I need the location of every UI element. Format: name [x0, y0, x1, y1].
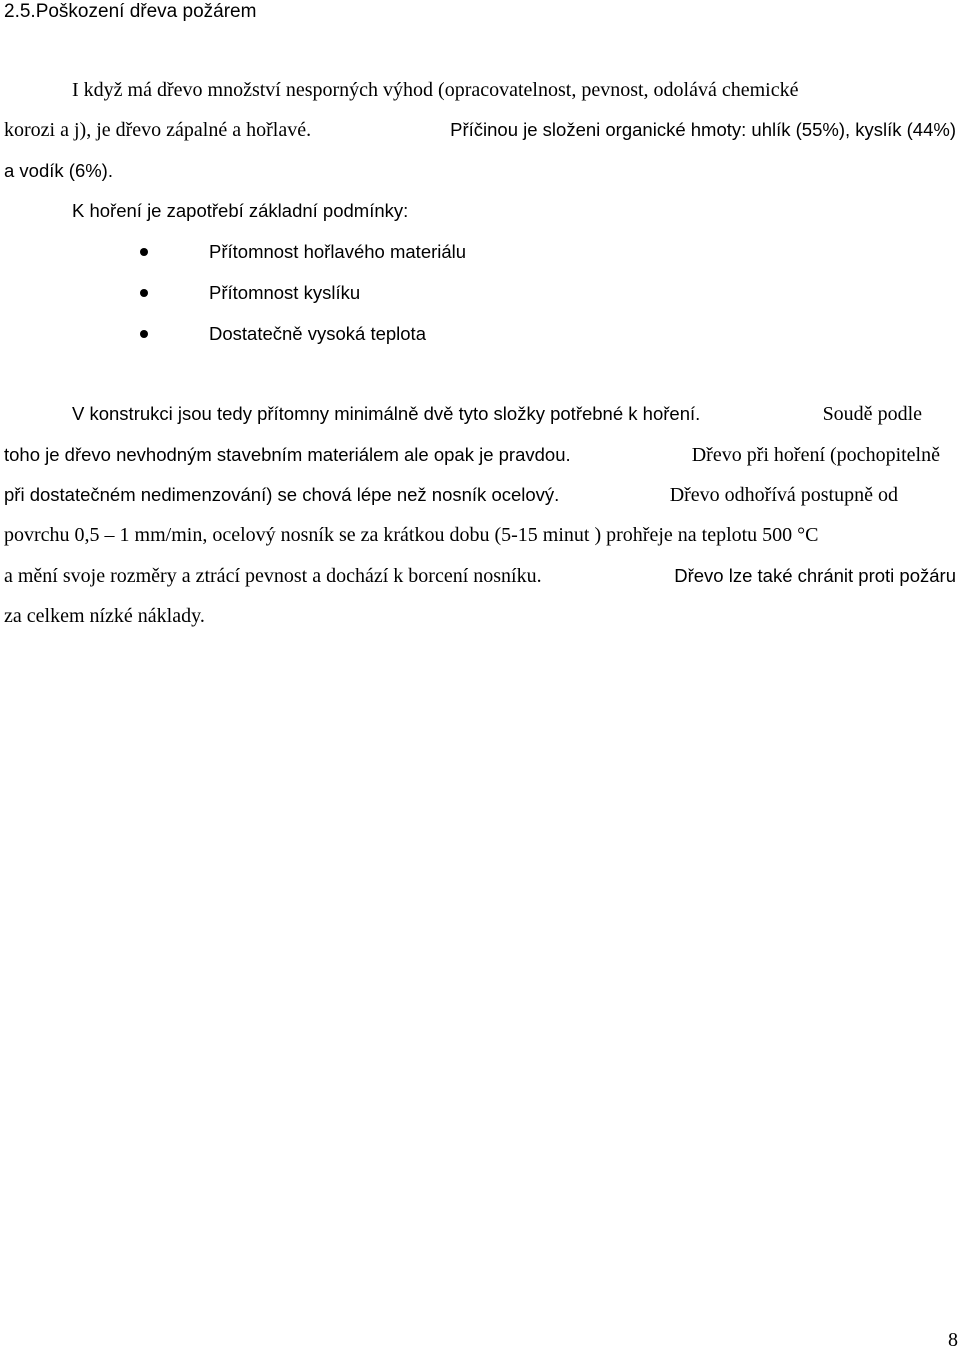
- bullet-dot: [140, 289, 148, 297]
- paragraph2-line1-part-a: V konstrukci jsou tedy přítomny minimálně dvě tyto složky potřebné k hoření.: [72, 403, 701, 424]
- paragraph1-line3: a vodík (6%).: [4, 160, 113, 181]
- paragraph1-line2: [4, 118, 956, 142]
- paragraph2-line5-part-b: Dřevo lze také chránit proti požáru: [674, 565, 956, 586]
- bullet-item-oxygen: Přítomnost kyslíku: [209, 282, 361, 303]
- paragraph1-line4: K hoření je zapotřebí základní podmínky:: [72, 200, 409, 221]
- bullet-dot: [140, 248, 148, 256]
- paragraph2-line4: povrchu 0,5 – 1 mm/min, ocelový nosník se za krátkou dobu (5-15 minut ) prohřeje na teplotu 500 °C: [4, 524, 819, 546]
- paragraph1-line1: I když má dřevo množství nesporných výhod (opracovatelnost, pevnost, odolává chemické: [72, 79, 799, 101]
- paragraph2-line2-part-b: Dřevo při hoření (pochopitelně: [691, 444, 940, 466]
- page-number: 8: [948, 1329, 958, 1351]
- bullet-item-temperature: Dostatečně vysoká teplota: [209, 323, 426, 344]
- paragraph2-line5-part-a: a mění svoje rozměry a ztrácí pevnost a dochází k borcení nosníku.: [4, 565, 542, 587]
- paragraph2-line3-part-b: Dřevo odhořívá postupně od: [669, 484, 898, 506]
- bullet-dot: [140, 330, 148, 338]
- paragraph2-line1-part-b: Soudě podle: [822, 403, 922, 425]
- paragraph2-line5: [4, 564, 956, 588]
- bullet-item-flammable-material: Přítomnost hořlavého materiálu: [209, 241, 467, 262]
- paragraph2-line3: [4, 483, 898, 507]
- section-heading: 2.5.Poškození dřeva požárem: [4, 1, 257, 22]
- paragraph2-line1: [72, 402, 922, 426]
- paragraph2-line2-part-a: toho je dřevo nevhodným stavebním materiálem ale opak je pravdou.: [4, 444, 571, 465]
- paragraph2-line2: [4, 443, 940, 467]
- paragraph1-line2-part-a: korozi a j), je dřevo zápalné a hořlavé.: [4, 119, 312, 141]
- paragraph1-line2-part-b: Příčinou je složeni organické hmoty: uhlík (55%), kyslík (44%): [450, 119, 956, 140]
- paragraph2-line3-part-a: při dostatečném nedimenzování) se chová lépe než nosník ocelový.: [4, 484, 560, 505]
- paragraph2-line6: za celkem nízké náklady.: [4, 605, 205, 627]
